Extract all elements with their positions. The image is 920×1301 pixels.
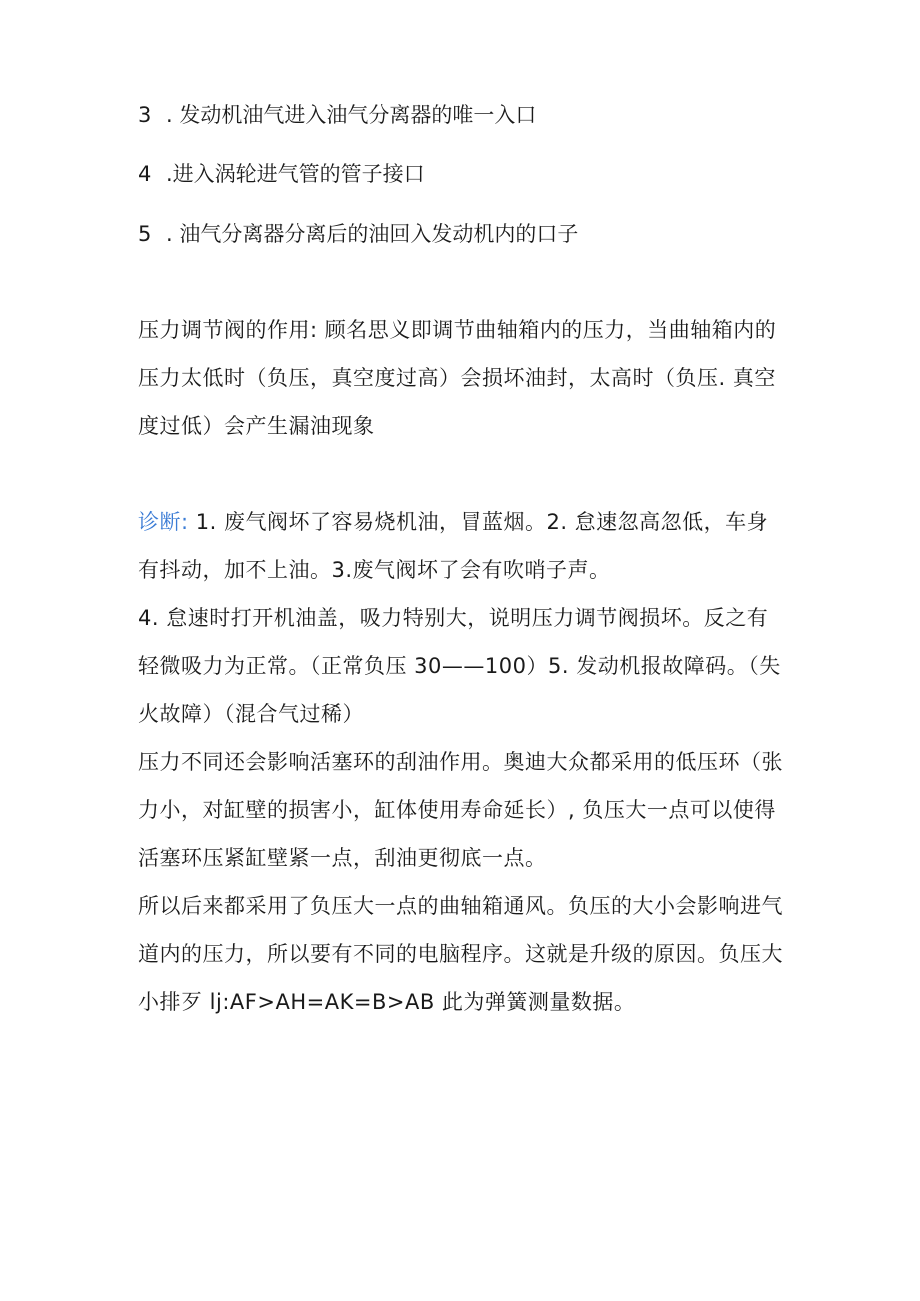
diagnosis-section xyxy=(138,498,788,1026)
list-item-number: 3 xyxy=(138,103,152,127)
diagnosis-label: 诊断: xyxy=(138,510,189,534)
list-item xyxy=(138,100,536,130)
list-item-text: .进入涡轮进气管的管子接口 xyxy=(166,162,425,186)
diagnosis-line xyxy=(138,498,788,594)
diagnosis-line: 压力不同还会影响活塞环的刮油作用。奥迪大众都采用的低压环（张力小，对缸壁的损害小，缸体使用寿命延长）, 负压大一点可以使得活塞环压紧缸壁紧一点，刮油更彻底一点。 xyxy=(138,750,783,870)
list-item-number: 4 xyxy=(138,162,152,186)
diagnosis-line: 所以后来都采用了负压大一点的曲轴箱通风。负压的大小会影响进气道内的压力，所以要有不同的电脑程序。这就是升级的原因。负压大小排歹 lj:AF>AH=AK=B>AB 此为弹簧测量数据。 xyxy=(138,894,783,1014)
list-item-text: . 发动机油气进入油气分离器的唯一入口 xyxy=(166,103,537,127)
pressure-valve-paragraph: 压力调节阀的作用: 顾名思义即调节曲轴箱内的压力，当曲轴箱内的压力太低时（负压，真空度过高）会损坏油封，太高时（负压. 真空度过低）会产生漏油现象 xyxy=(138,318,777,438)
list-item-text: . 油气分离器分离后的油回入发动机内的口子 xyxy=(166,222,579,246)
diagnosis-text: 1. 废气阀坏了容易烧机油，冒蓝烟。2. 怠速忽高忽低，车身有抖动，加不上油。3.废气阀坏了会有吹哨子声。 xyxy=(138,510,769,582)
diagnosis-line: 4. 怠速时打开机油盖，吸力特别大，说明压力调节阀损坏。反之有轻微吸力为正常。（正常负压 30——100）5. 发动机报故障码。（失火故障）（混合气过稀） xyxy=(138,606,781,726)
list-item xyxy=(138,219,578,249)
list-item-number: 5 xyxy=(138,222,152,246)
list-item xyxy=(138,159,425,189)
